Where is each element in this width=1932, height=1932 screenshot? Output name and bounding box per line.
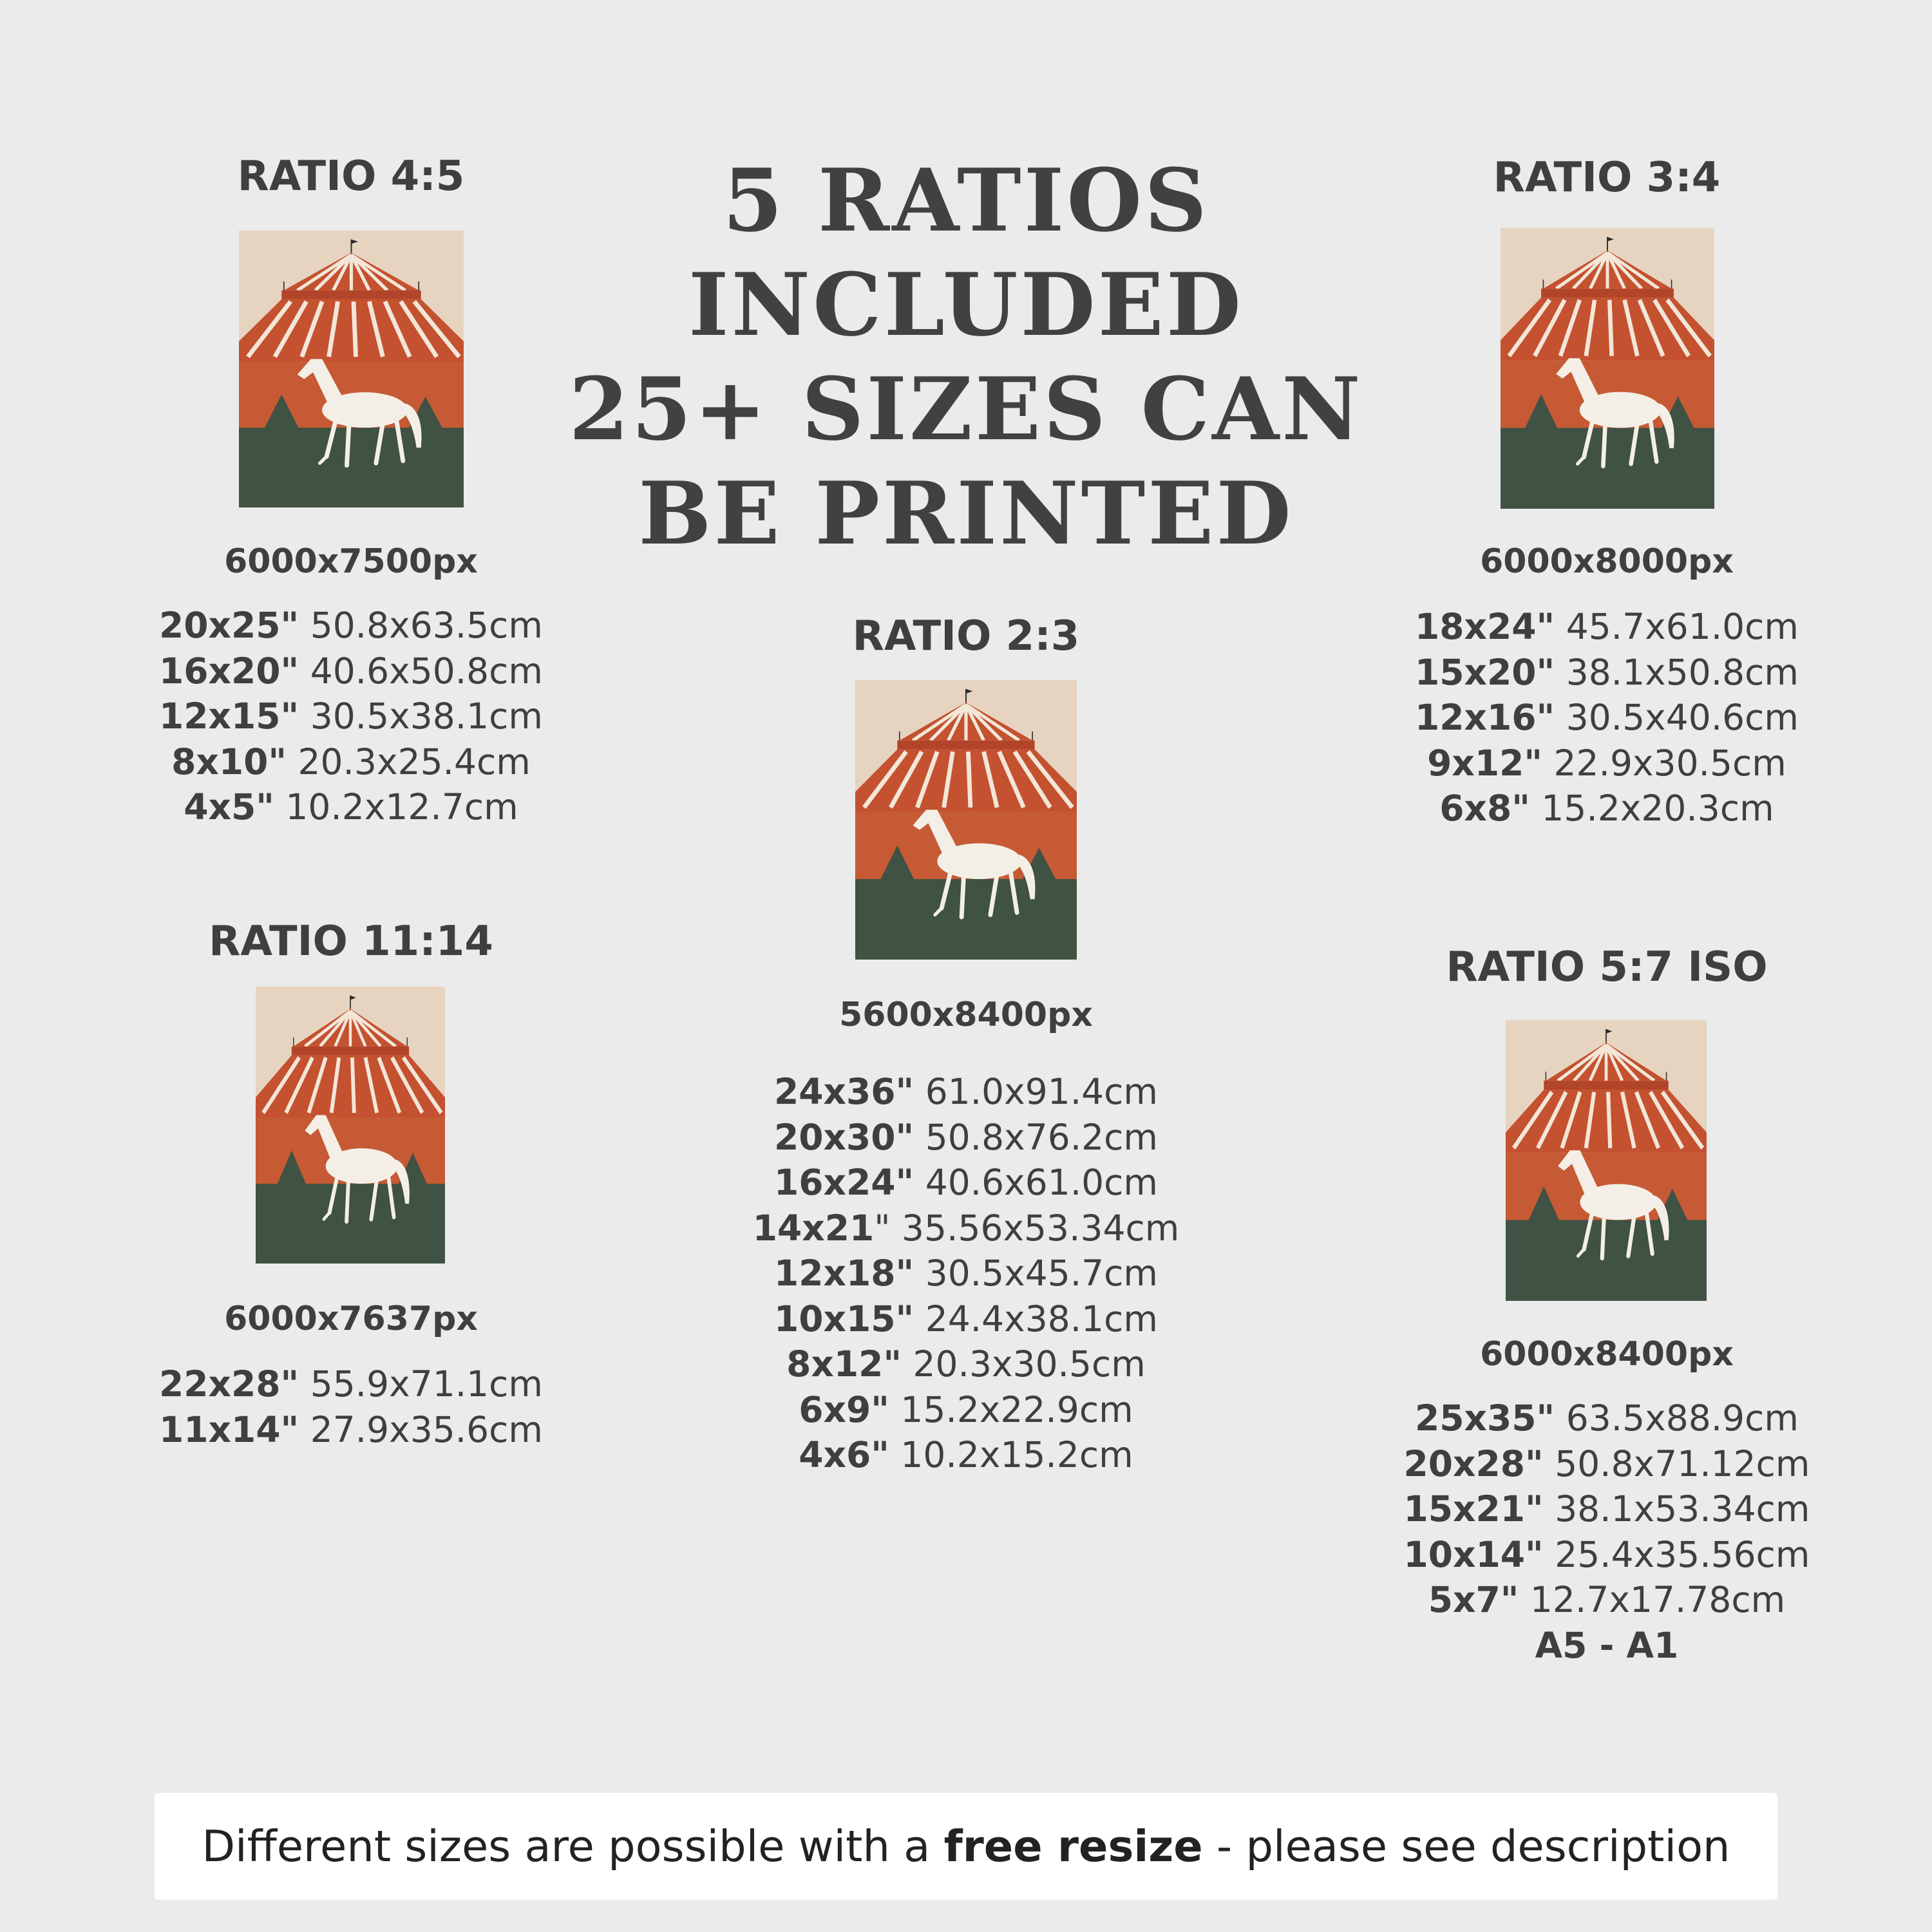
size-row [721, 1069, 1211, 1115]
size-cm: 45.7x61.0cm [1555, 606, 1799, 647]
headline-line: INCLUDED [688, 254, 1244, 355]
size-cm: " 35.56x53.34cm [874, 1207, 1180, 1249]
size-list [1394, 604, 1819, 831]
size-inches: 4x6" [799, 1434, 889, 1475]
ratio-4-5-block [138, 153, 564, 200]
pixel-size: 6000x7637px [224, 1300, 478, 1338]
size-inches: 24x36" [774, 1071, 914, 1112]
size-cm: 24.4x38.1cm [914, 1298, 1158, 1340]
size-inches: 15x20" [1415, 651, 1555, 693]
size-cm: 22.9x30.5cm [1542, 742, 1786, 784]
poster-ratio-3-4 [1501, 228, 1714, 509]
size-inches: 20x30" [774, 1116, 914, 1158]
size-inches: 12x15" [159, 696, 299, 737]
size-row [1394, 786, 1819, 831]
size-inches: 4x5" [184, 786, 274, 828]
size-row [1394, 1441, 1819, 1487]
size-cm: 50.8x63.5cm [299, 605, 543, 646]
ratio-2-3-info [721, 998, 1211, 1478]
size-inches: 20x25" [159, 605, 299, 646]
size-inches: 8x12" [786, 1343, 902, 1385]
size-inches: 14x21 [752, 1207, 875, 1249]
size-row [138, 1407, 564, 1453]
size-inches: A5 - A1 [1535, 1624, 1679, 1666]
size-inches: 6x8" [1439, 788, 1530, 829]
ratio-5-7-info [1394, 1335, 1819, 1668]
size-cm: 30.5x40.6cm [1555, 697, 1799, 738]
size-cm: 20.3x30.5cm [902, 1343, 1146, 1385]
headline-line: BE PRINTED [638, 462, 1294, 564]
size-cm: 20.3x25.4cm [287, 741, 531, 782]
size-row [721, 1115, 1211, 1160]
poster-ratio-5-7 [1506, 1020, 1707, 1301]
size-cm: 30.5x45.7cm [914, 1253, 1158, 1294]
size-cm: 61.0x91.4cm [914, 1071, 1158, 1112]
size-inches: 8x10" [171, 741, 287, 782]
size-row [1394, 1532, 1819, 1578]
size-cm: 50.8x71.12cm [1543, 1443, 1810, 1484]
size-inches: 12x18" [774, 1253, 914, 1294]
size-list [721, 1069, 1211, 1478]
size-row [138, 649, 564, 694]
ratio-2-3-block [753, 612, 1179, 660]
ratio-5-7-block [1394, 943, 1819, 991]
pixel-size: 6000x7500px [224, 542, 478, 581]
size-inches: 10x14" [1403, 1533, 1544, 1575]
size-list [138, 1361, 564, 1452]
size-row [721, 1432, 1211, 1478]
size-inches: 18x24" [1415, 606, 1555, 647]
poster-ratio-2-3 [855, 680, 1077, 960]
ratio-11-14-info [138, 1302, 564, 1452]
size-inches: 16x24" [774, 1162, 914, 1203]
size-cm: 12.7x17.78cm [1519, 1579, 1786, 1620]
size-cm: 50.8x76.2cm [914, 1116, 1158, 1158]
footer-bold-text: free resize [943, 1821, 1203, 1871]
size-row [721, 1296, 1211, 1342]
size-inches: 10x15" [774, 1298, 914, 1340]
size-cm: 15.2x20.3cm [1530, 788, 1774, 829]
headline-line: 25+ SIZES CAN [569, 358, 1363, 460]
size-row [138, 739, 564, 785]
size-row [1394, 1623, 1819, 1669]
size-row [721, 1387, 1211, 1433]
size-list [138, 603, 564, 830]
size-row [1394, 1396, 1819, 1441]
size-row [1394, 741, 1819, 786]
size-inches: 15x21" [1403, 1488, 1544, 1530]
size-cm: 10.2x15.2cm [889, 1434, 1133, 1475]
size-cm: 63.5x88.9cm [1555, 1397, 1799, 1439]
ratio-3-4-info [1394, 542, 1819, 831]
size-cm: 38.1x50.8cm [1555, 651, 1799, 693]
ratio-title: RATIO 5:7 ISO [1446, 943, 1768, 991]
ratio-title: RATIO 3:4 [1493, 154, 1721, 202]
size-inches: 11x14" [159, 1408, 299, 1450]
ratio-3-4-block [1394, 154, 1819, 202]
size-cm: 30.5x38.1cm [299, 696, 543, 737]
size-cm: 25.4x35.56cm [1543, 1533, 1810, 1575]
ratio-4-5-info [138, 542, 564, 830]
pixel-size: 5600x8400px [839, 996, 1093, 1034]
size-row [138, 603, 564, 649]
size-inches: 12x16" [1415, 697, 1555, 738]
size-cm: 40.6x50.8cm [299, 650, 543, 692]
size-inches: 20x28" [1403, 1443, 1544, 1484]
headline [554, 148, 1378, 565]
footer-text: - please see description [1202, 1821, 1730, 1871]
size-row [1394, 1486, 1819, 1532]
poster-ratio-4-5 [239, 231, 464, 507]
size-cm: 38.1x53.34cm [1543, 1488, 1810, 1530]
size-inches: 6x9" [799, 1388, 889, 1430]
size-row [721, 1160, 1211, 1206]
poster-ratio-11-14 [256, 987, 445, 1264]
pixel-size: 6000x8000px [1480, 542, 1734, 581]
pixel-size: 6000x8400px [1480, 1335, 1734, 1374]
footer-text: Different sizes are possible with a [202, 1821, 944, 1871]
size-row [138, 1361, 564, 1407]
size-cm: 55.9x71.1cm [299, 1363, 543, 1405]
size-row [1394, 604, 1819, 650]
ratio-title: RATIO 4:5 [237, 153, 465, 200]
size-row [721, 1206, 1211, 1251]
size-inches: 5x7" [1428, 1579, 1519, 1620]
size-cm: 15.2x22.9cm [889, 1388, 1133, 1430]
size-inches: 9x12" [1427, 742, 1543, 784]
size-row [1394, 695, 1819, 741]
size-inches: 22x28" [159, 1363, 299, 1405]
headline-line: 5 RATIOS [723, 149, 1209, 251]
size-row [138, 784, 564, 830]
size-row [1394, 650, 1819, 696]
footer-banner [155, 1793, 1777, 1900]
ratio-11-14-block [138, 918, 564, 965]
size-row [721, 1341, 1211, 1387]
size-row [138, 694, 564, 739]
size-row [721, 1251, 1211, 1296]
size-inches: 16x20" [159, 650, 299, 692]
size-row [1394, 1577, 1819, 1623]
size-list [1394, 1396, 1819, 1668]
size-cm: 27.9x35.6cm [299, 1408, 543, 1450]
ratio-title: RATIO 11:14 [209, 918, 493, 965]
size-cm: 40.6x61.0cm [914, 1162, 1158, 1203]
size-cm: 10.2x12.7cm [274, 786, 518, 828]
ratio-title: RATIO 2:3 [852, 612, 1080, 660]
size-inches: 25x35" [1415, 1397, 1555, 1439]
